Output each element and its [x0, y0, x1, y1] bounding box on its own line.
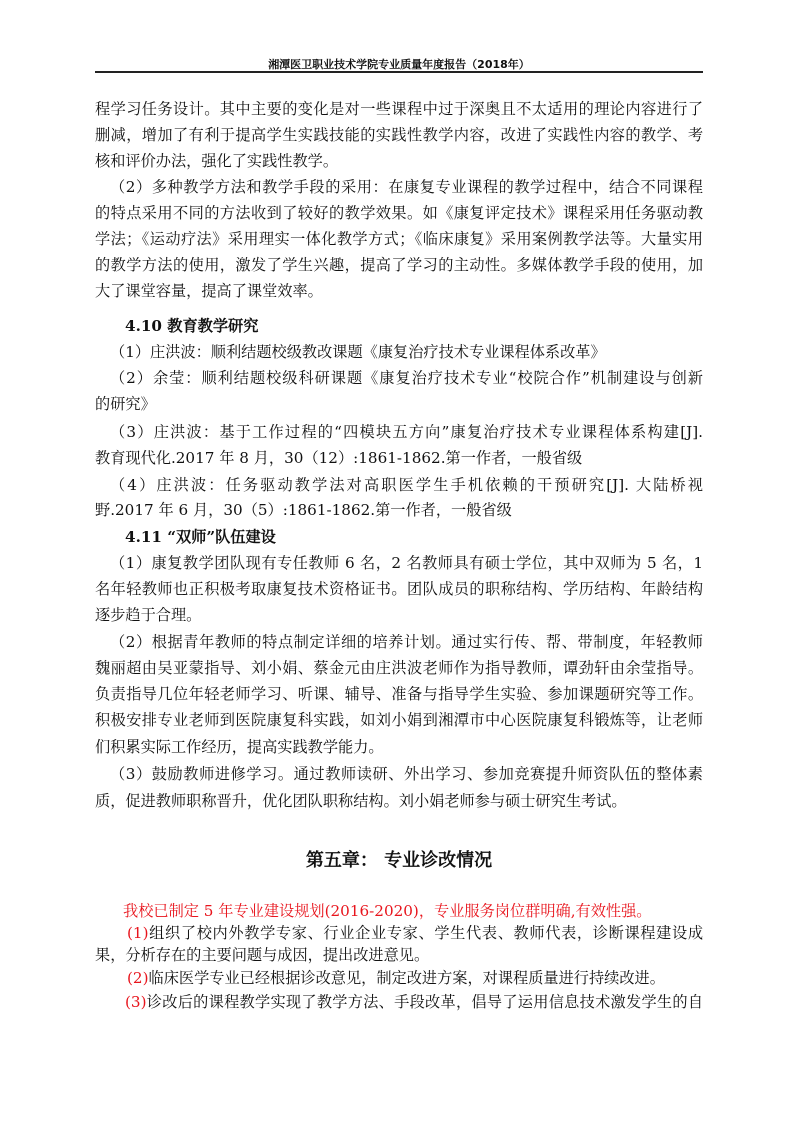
body-line: 质，促进教师职称晋升，优化团队职称结构。刘小娟老师参与硕士研究生考试。: [95, 792, 627, 810]
body-line: （3）鼓励教师进修学习。通过教师读研、外出学习、参加竞赛提升师资队伍的整体素: [110, 765, 703, 783]
body-line: 核和评价办法，强化了实践性教学。: [95, 152, 338, 170]
body-line: （4）庄洪波：任务驱动教学法对高职医学生手机依赖的干预研究[J]. 大陆桥视: [110, 476, 703, 494]
item-number: (1): [127, 924, 149, 942]
body-line: 大了课堂容量，提高了课堂效率。: [95, 282, 323, 300]
body-line: （1）康复教学团队现有专任教师 6 名，2 名教师具有硕士学位，其中双师为 5 名，1: [110, 554, 703, 572]
running-header: 湘潭医卫职业技术学院专业质量年度报告（2018年）: [268, 58, 530, 71]
body-line: 魏丽超由吴亚蒙指导、刘小娟、蔡金元由庄洪波老师作为指导教师，谭劲轩由余莹指导。: [95, 659, 703, 677]
item-number: (2): [127, 969, 149, 987]
body-line: 的研究》: [95, 395, 156, 413]
item-text: 组织了校内外教学专家、行业企业专家、学生代表、教师代表，诊断课程建设成: [148, 924, 703, 942]
diagnosis-item-1: [95, 923, 703, 943]
diagnosis-item-2: [95, 968, 735, 988]
body-line: 果，分析存在的主要问题与成因，提出改进意见。: [95, 946, 430, 964]
body-line: （3）庄洪波：基于工作过程的“四模块五方向”康复治疗技术专业课程体系构建[J].: [110, 423, 703, 441]
item-text: 诊改后的课程教学实现了教学方法、手段改革，倡导了运用信息技术激发学生的自: [146, 993, 703, 1011]
body-line: 逐步趋于合理。: [95, 606, 202, 624]
body-line: （2）多种教学方法和教学手段的采用：在康复专业课程的教学过程中，结合不同课程: [110, 178, 703, 196]
body-line: （1）庄洪波：顺利结题校级教改课题《康复治疗技术专业课程体系改革》: [110, 343, 606, 361]
section-heading-4-10: 4.10 教育教学研究: [125, 317, 259, 335]
body-line: 积极安排专业老师到医院康复科实践，如刘小娟到湘潭市中心医院康复科锻炼等，让老师: [95, 711, 703, 729]
body-line: 教育现代化.2017 年 8 月，30（12）:1861-1862.第一作者，一般省级: [95, 449, 583, 467]
diagnosis-item-3: [95, 992, 703, 1012]
red-intro-line: 我校已制定 5 年专业建设规划(2016-2020)，专业服务岗位群明确,有效性强。: [123, 902, 652, 920]
section-heading-4-11: 4.11 “双师”队伍建设: [125, 528, 276, 546]
item-number: (3): [125, 993, 147, 1011]
item-text: 临床医学专业已经根据诊改意见，制定改进方案，对课程质量进行持续改进。: [148, 969, 665, 987]
body-line: 负责指导几位年轻老师学习、听课、辅导、准备与指导学生实验、参加课题研究等工作。: [95, 685, 703, 703]
body-line: 们积累实际工作经历，提高实践教学能力。: [95, 738, 384, 756]
body-line: 学法；《运动疗法》采用理实一体化教学方式；《临床康复》采用案例教学法等。大量实用: [95, 230, 703, 248]
chapter-title: 第五章： 专业诊改情况: [305, 850, 493, 871]
body-line: 的特点采用不同的方法收到了较好的教学效果。如《康复评定技术》课程采用任务驱动教: [95, 204, 703, 222]
body-line: 删减，增加了有利于提高学生实践技能的实践性教学内容，改进了实践性内容的教学、考: [95, 126, 703, 144]
body-line: （2）根据青年教师的特点制定详细的培养计划。通过实行传、帮、带制度，年轻教师: [110, 633, 703, 651]
body-line: 名年轻教师也正积极考取康复技术资格证书。团队成员的职称结构、学历结构、年龄结构: [95, 580, 703, 598]
body-line: 程学习任务设计。其中主要的变化是对一些课程中过于深奥且不太适用的理论内容进行了: [95, 100, 703, 118]
body-line: （2）余莹：顺利结题校级科研课题《康复治疗技术专业“校院合作”机制建设与创新: [110, 369, 703, 387]
body-line: 野.2017 年 6 月，30（5）:1861-1862.第一作者，一般省级: [95, 501, 512, 519]
header-rule: [95, 71, 703, 73]
body-line: 的教学方法的使用，激发了学生兴趣，提高了学习的主动性。多媒体教学手段的使用，加: [95, 256, 703, 274]
